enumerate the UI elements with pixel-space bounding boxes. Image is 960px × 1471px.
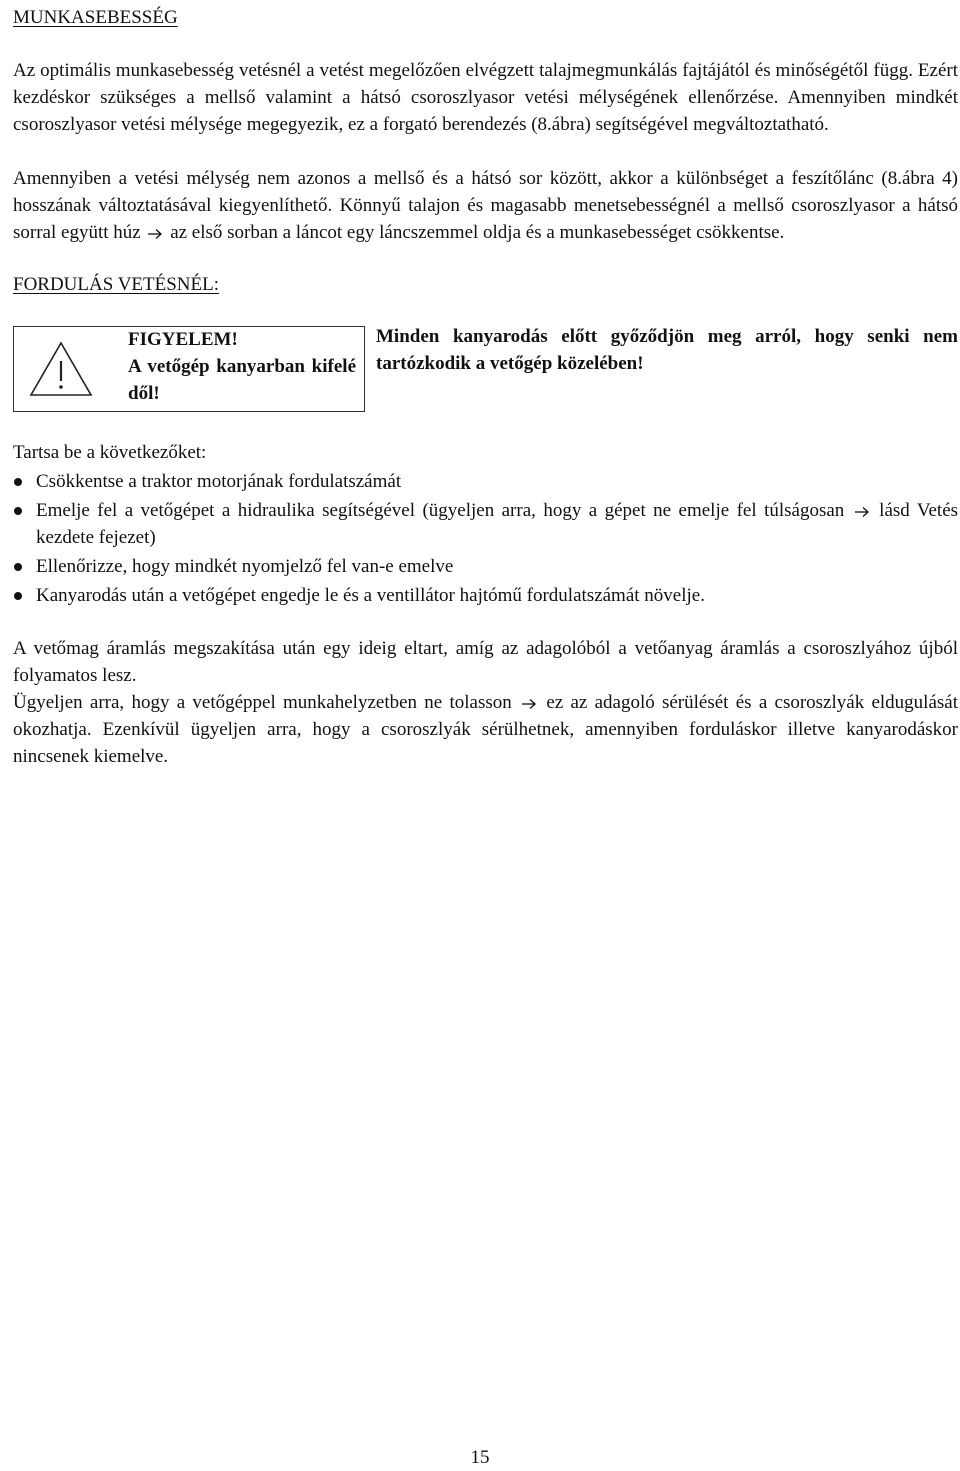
arrow-right-icon	[854, 506, 870, 518]
list-item-text: Emelje fel a vetőgépet a hidraulika segítségével (ügyeljen arra, hogy a gépet ne emelje fel túlságosan	[36, 500, 845, 521]
paragraph-reversing-warning	[13, 689, 958, 770]
section-heading-turning: FORDULÁS VETÉSNÉL:	[13, 274, 220, 295]
document-page	[13, 0, 958, 770]
paragraph-reversing-part2: ez az adagoló sérülését és a csoroszlyák eldugulását okozhatja. Ezenkívül ügyeljen arra, hogy a csoroszlyák sérülhetnek, amennyiben forduláskor illetve kanyarodáskor nincsenek kiemelve.	[13, 692, 958, 767]
list-item	[13, 553, 958, 580]
warning-message: Minden kanyarodás előtt győződjön meg arról, hogy senki nem tartózkodik a vetőgép közelében!	[376, 326, 958, 374]
warning-text	[96, 326, 356, 409]
bullet-icon	[14, 507, 22, 515]
bullet-icon	[14, 563, 22, 571]
paragraph-depth-part1: Amennyiben a vetési mélység nem azonos a mellső és a hátsó sor között, akkor a különbséget a feszítőlánc (8.ábra 4) hosszának változtatásával kiegyenlíthető. Könnyű talajon és magasabb menetsebességnél a mellső csoroszlyasor a hátsó sorral együtt húz	[13, 168, 958, 243]
paragraph-seed-flow: A vetőmag áramlás megszakítása után egy ideig eltart, amíg az adagolóból a vetőanyag áramlás a csoroszlyához újból folyamatos lesz.	[13, 638, 958, 686]
bullet-icon	[14, 478, 22, 486]
page-number: 15	[470, 1447, 490, 1468]
warning-title: FIGYELEM!	[128, 329, 238, 350]
instruction-list	[13, 468, 958, 609]
list-item-text: Csökkentse a traktor motorjának fordulatszámát	[36, 471, 402, 492]
list-item-text-continued: lásd Vetés kezdete fejezet)	[36, 500, 959, 548]
warning-triangle-icon	[28, 339, 94, 399]
section-heading: MUNKASEBESSÉG	[13, 7, 178, 28]
bullet-icon	[14, 592, 22, 600]
instructions-intro: Tartsa be a következőket:	[13, 442, 207, 463]
arrow-right-icon	[521, 698, 537, 710]
list-item	[13, 497, 958, 551]
paragraph-depth-adjustment	[13, 165, 958, 246]
warning-row	[13, 326, 958, 412]
paragraph-depth-part2: az első sorban a láncot egy láncszemmel oldja és a munkasebességet csökkentse.	[170, 222, 785, 243]
list-item	[13, 468, 958, 495]
list-item	[13, 582, 958, 609]
paragraph-reversing-part1: Ügyeljen arra, hogy a vetőgéppel munkahelyzetben ne tolasson	[13, 692, 512, 713]
list-item-text: Kanyarodás után a vetőgépet engedje le és a ventillátor hajtómű fordulatszámát növelje.	[36, 585, 705, 606]
paragraph-working-speed: Az optimális munkasebesség vetésnél a vetést megelőzően elvégzett talajmegmunkálás fajtájától és minőségétől függ. Ezért kezdéskor szükséges a mellső valamint a hátsó csoroszlyasor vetési mélységének ellenőrzése. Amennyiben mindkét csoroszlyasor vetési mélysége megegyezik, ez a forgató berendezés (8.ábra) segítségével megváltoztatható.	[13, 60, 958, 135]
warning-box	[13, 326, 365, 412]
warning-description: A vetőgép kanyarban kifelé dől!	[128, 356, 356, 404]
list-item-text: Ellenőrizze, hogy mindkét nyomjelző fel van-e emelve	[36, 556, 454, 577]
arrow-right-icon	[147, 228, 163, 240]
warning-icon-wrapper	[28, 329, 96, 409]
